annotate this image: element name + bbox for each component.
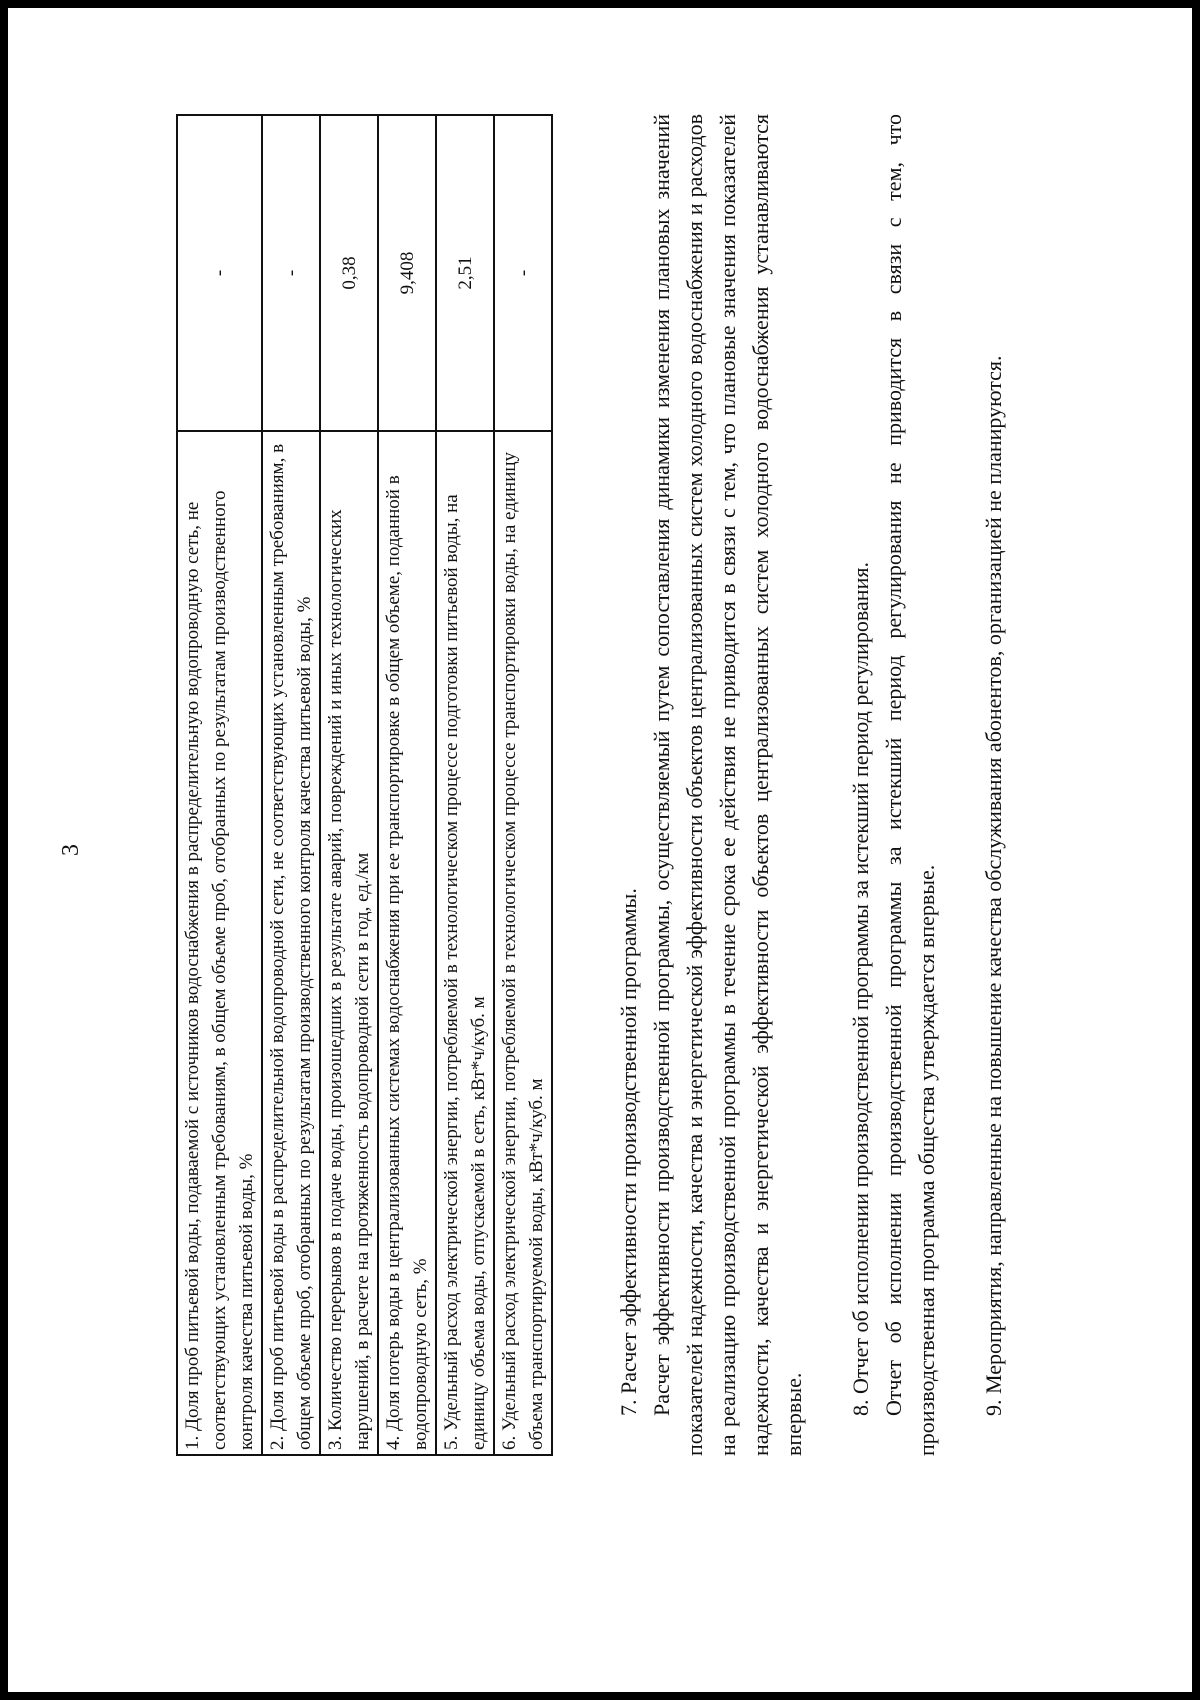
rotated-page-content <box>8 8 1192 1692</box>
table-row <box>320 115 378 1455</box>
table-row <box>177 115 262 1455</box>
document-body <box>612 114 1010 1456</box>
indicators-table <box>176 114 553 1456</box>
indicator-cell: 3. Количество перерывов в подаче воды, произошедших в результате аварий, повреждений и иных технологических нарушений, в расчете на протяженность водопроводной сети в год, ед./км <box>320 431 378 1455</box>
table-row <box>494 115 552 1455</box>
table-row <box>436 115 494 1455</box>
value-cell: 9,408 <box>378 115 436 431</box>
page-number: 3 <box>58 844 84 856</box>
indicator-cell: 4. Доля потерь воды в централизованных системах водоснабжения при ее транспортировке в общем объеме, поданной в водопроводную сеть, % <box>378 431 436 1455</box>
section-8-paragraph: Отчет об исполнении производственной программы за истекший период регулирования не приводится в связи с тем, что производственная программа общества утверждается впервые. <box>881 114 939 1456</box>
table-row <box>378 115 436 1455</box>
spacer <box>943 114 977 1456</box>
value-cell: 0,38 <box>320 115 378 431</box>
section-7-heading: 7. Расчет эффективности производственной программы. <box>616 888 641 1416</box>
value-cell: - <box>177 115 262 431</box>
section-7-paragraph: Расчет эффективности производственной программы, осуществляемый путем сопоставления динамики изменения плановых значений показателей надежности, качества и энергетической эффективности объектов централизованных систем холодного водоснабжения и расходов на реализацию производственной программы в течение срока ее действия не приводится в связи с тем, что плановые значения показателей надежности, качества и энергетической эффективности объектов централизованных систем холодного водоснабжения устанавливаются впервые. <box>649 114 806 1456</box>
section-9-paragraph: 9. Мероприятия, направленные на повышение качества обслуживания абонентов, организацией не планируются. <box>981 355 1006 1416</box>
value-cell: 2,51 <box>436 115 494 431</box>
value-cell: - <box>262 115 320 431</box>
indicator-cell: 6. Удельный расход электрической энергии, потребляемой в технологическом процессе транспортировки воды, на единицу объема транспортируемой воды, кВт*ч/куб. м <box>494 431 552 1455</box>
indicator-cell: 1. Доля проб питьевой воды, подаваемой с источников водоснабжения в распределительную водопроводную сеть, не соответствующих установленным требованиям, в общем объеме проб, отобранных по результатам производственного контроля качества питьевой воды, % <box>177 431 262 1455</box>
document-page <box>8 8 1192 1692</box>
table-row <box>262 115 320 1455</box>
section-8-heading: 8. Отчет об исполнении производственной программы за истекший период регулирования. <box>848 562 873 1416</box>
indicator-cell: 2. Доля проб питьевой воды в распределительной водопроводной сети, не соответствующих установленным требованиям, в общем объеме проб, отобранных по результатам производственного контроля качества питьевой воды, % <box>262 431 320 1455</box>
indicator-cell: 5. Удельный расход электрической энергии, потребляемой в технологическом процессе подготовки питьевой воды, на единицу объема воды, отпускаемой в сеть, кВт*ч/куб. м <box>436 431 494 1455</box>
spacer <box>810 114 844 1456</box>
value-cell: - <box>494 115 552 431</box>
